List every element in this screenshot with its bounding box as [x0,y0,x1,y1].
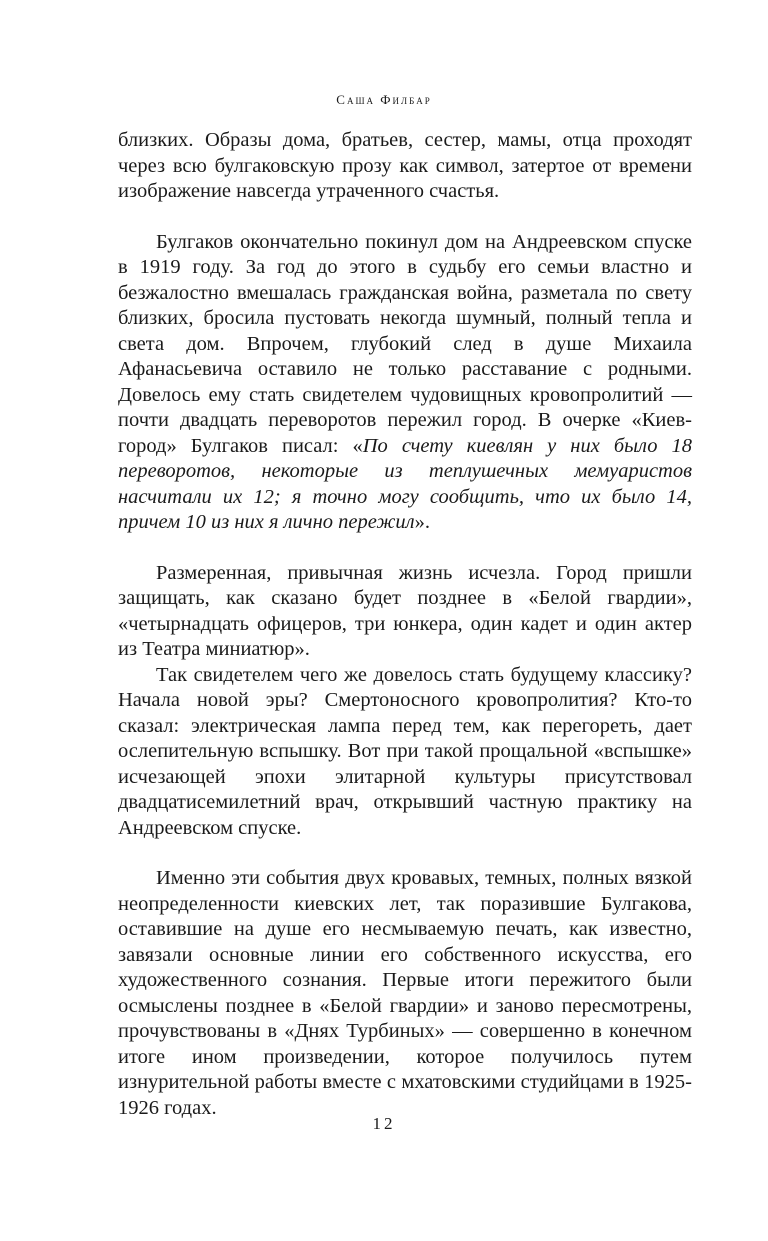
paragraph-3: Размеренная, привычная жизнь исчезла. Город пришли защищать, как сказано будет позднее в «Белой гвардии», «четырнадцать офицеров, три юнкера, один кадет и один актер из Театра миниатюр». [118,561,692,660]
paragraph-2-quote: По счету киевлян у них было 18 переворотов, некоторые из теплушечных мемуаристов насчитали их 12; я точно могу сообщить, что их было 14, причем 10 из них я лично пережил [118,434,692,533]
paragraph-1: близких. Образы дома, братьев, сестер, мамы, отца проходят через всю булгаковскую прозу как символ, затертое от времени изображение навсегда утраченного счастья. [118,129,692,202]
paragraph-4: Так свидетелем чего же довелось стать будущему классику? Начала новой эры? Смертоносного кровопролития? Кто-то сказал: электрическая лампа перед тем, как перегореть, дает ослепительную вспышку. Вот при такой прощальной «вспышке» исчезающей эпохи элитарной культуры присутствовал двадцатисемилетний врач, открывший частную практику на Андреевском спуске. [118,663,692,839]
paragraph-2-text: Булгаков окончательно покинул дом на Андреевском спуске в 1919 году. За год до этого в судьбу его семьи властно и безжалостно вмешалась гражданская война, разметала по свету близких, бросила пустовать некогда шумный, полный тепла и света дом. Впрочем, глубокий след в душе Михаила Афанасьевича оставило не только расставание с родными. Довелось ему стать свидетелем чудовищных кровопролитий — почти двадцать переворотов пережил город. В очерке «Киев-город» Булгаков писал: « [118,230,692,457]
paragraph-2 [118,230,692,536]
paragraph-5: Именно эти события двух кровавых, темных, полных вязкой неопределенности киевских лет, так поразившие Булгакова, оставившие на душе его несмываемую печать, как известно, завязали основные линии его собственного искусства, его художественного сознания. Первые итоги пережитого были осмыслены позднее в «Белой гвардии» и заново пересмотрены, прочувствованы в «Днях Турбиных» — совершенно в конечном итоге ином произведении, которое получилось путем изнурительной работы вместе с мхатовскими студийцами в 1925-1926 годах. [118,867,692,1119]
paragraph-2-end: ». [414,511,430,533]
running-head: Саша Филбар [336,92,432,107]
page-number: 12 [372,1114,396,1133]
body-text [118,128,692,1121]
